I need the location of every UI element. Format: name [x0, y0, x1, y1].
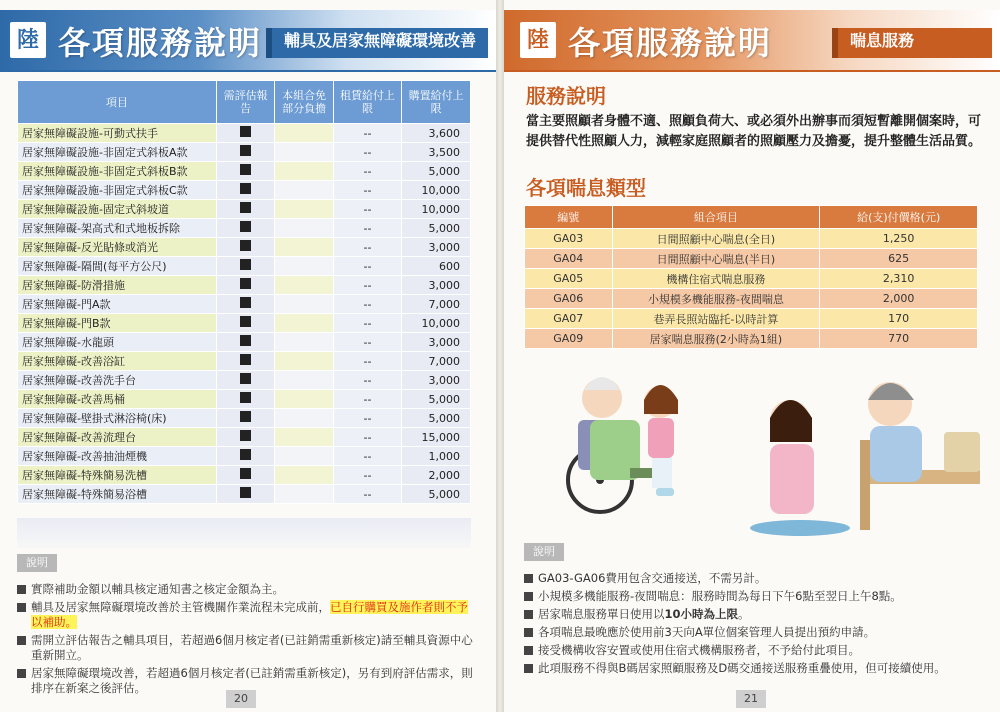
- cell-copay-exempt: [275, 371, 333, 390]
- table-row: [18, 428, 471, 447]
- cell-rental: --: [333, 295, 401, 314]
- cell-item: 居家無障礙-改善馬桶: [18, 390, 217, 409]
- note-text: 。: [738, 607, 750, 621]
- cell-assessment: [216, 238, 275, 257]
- cell-copay-exempt: [275, 485, 333, 504]
- table-row: [18, 390, 471, 409]
- cell-rental: --: [333, 162, 401, 181]
- cell-rental: --: [333, 485, 401, 504]
- cell-assessment: [216, 352, 275, 371]
- note-item: [524, 607, 984, 622]
- cell-copay-exempt: [275, 257, 333, 276]
- section-label: 輔具及居家無障礙環境改善: [266, 28, 488, 58]
- cell-purchase: 5,000: [402, 485, 471, 504]
- required-marker-icon: [240, 221, 251, 232]
- wheelchair-scene-illustration: [568, 377, 678, 512]
- cell-item: 居家無障礙-架高式和式地板拆除: [18, 219, 217, 238]
- required-marker-icon: [240, 240, 251, 251]
- page-title: 各項服務說明: [568, 24, 773, 62]
- table-row: [18, 162, 471, 181]
- header-assessment: 需評估報告: [216, 81, 275, 124]
- cell-copay-exempt: [275, 352, 333, 371]
- note-text: 小規模多機能服務-夜間喘息：服務時間為每日下午6點至翌日上午8點。: [538, 589, 902, 603]
- cell-copay-exempt: [275, 447, 333, 466]
- required-marker-icon: [240, 411, 251, 422]
- header-service: 組合項目: [612, 206, 820, 229]
- cell-assessment: [216, 143, 275, 162]
- faded-rows: [17, 518, 471, 548]
- cell-copay-exempt: [275, 124, 333, 143]
- header-purchase-limit: 購置給付上限: [402, 81, 471, 124]
- table-body: [525, 229, 978, 349]
- table-row: [18, 333, 471, 352]
- cell-rental: --: [333, 409, 401, 428]
- required-marker-icon: [240, 164, 251, 175]
- note-item: [524, 625, 984, 640]
- cell-purchase: 5,000: [402, 162, 471, 181]
- table-header-row: [525, 206, 978, 229]
- required-marker-icon: [240, 183, 251, 194]
- cell-item: 居家無障礙-門B款: [18, 314, 217, 333]
- note-item: [524, 589, 984, 604]
- cell-service: 日間照顧中心喘息(半日): [612, 249, 820, 269]
- table-row: [525, 269, 978, 289]
- cell-purchase: 10,000: [402, 200, 471, 219]
- cell-rental: --: [333, 428, 401, 447]
- header-copay-exempt: 本組合免部分負擔: [275, 81, 333, 124]
- table-row: [525, 289, 978, 309]
- cell-assessment: [216, 409, 275, 428]
- table-row: [18, 447, 471, 466]
- cell-assessment: [216, 371, 275, 390]
- cell-purchase: 7,000: [402, 295, 471, 314]
- header-rental-limit: 租賃給付上限: [333, 81, 401, 124]
- header-item: 項目: [18, 81, 217, 124]
- cell-code: GA03: [525, 229, 613, 249]
- cell-item: 居家無障礙-隔間(每平方公尺): [18, 257, 217, 276]
- table-row: [525, 229, 978, 249]
- section-label: 喘息服務: [832, 28, 992, 58]
- required-marker-icon: [240, 202, 251, 213]
- cell-item: 居家無障礙-門A款: [18, 295, 217, 314]
- table-row: [18, 219, 471, 238]
- cell-rental: --: [333, 371, 401, 390]
- note-emphasis: 10小時為上限: [664, 607, 739, 621]
- cell-copay-exempt: [275, 238, 333, 257]
- cell-purchase: 3,000: [402, 238, 471, 257]
- required-marker-icon: [240, 373, 251, 384]
- cell-copay-exempt: [275, 143, 333, 162]
- cell-service: 日間照顧中心喘息(全日): [612, 229, 820, 249]
- cell-assessment: [216, 181, 275, 200]
- cell-service: 巷弄長照站臨托-以時計算: [612, 309, 820, 329]
- required-marker-icon: [240, 354, 251, 365]
- cell-rental: --: [333, 352, 401, 371]
- cell-service: 小規模多機能服務-夜間喘息: [612, 289, 820, 309]
- page-title: 各項服務說明: [58, 24, 263, 62]
- table-row: [18, 238, 471, 257]
- note-item: [17, 600, 477, 630]
- cell-assessment: [216, 162, 275, 181]
- cell-price: 2,000: [820, 289, 978, 309]
- types-heading: 各項喘息類型: [526, 176, 646, 200]
- cell-copay-exempt: [275, 162, 333, 181]
- required-marker-icon: [240, 392, 251, 403]
- note-highlight: 已自行購買及施作者則不予以補助。: [31, 600, 468, 629]
- notes-list: [17, 582, 477, 699]
- table-row: [18, 295, 471, 314]
- table-header-row: [18, 81, 471, 124]
- cell-copay-exempt: [275, 333, 333, 352]
- cell-copay-exempt: [275, 409, 333, 428]
- note-item: [17, 582, 477, 597]
- cell-purchase: 7,000: [402, 352, 471, 371]
- cell-assessment: [216, 200, 275, 219]
- cell-rental: --: [333, 390, 401, 409]
- cell-rental: --: [333, 333, 401, 352]
- cell-assessment: [216, 295, 275, 314]
- cell-code: GA06: [525, 289, 613, 309]
- cell-copay-exempt: [275, 466, 333, 485]
- table-row: [18, 409, 471, 428]
- cell-purchase: 5,000: [402, 390, 471, 409]
- cell-purchase: 15,000: [402, 428, 471, 447]
- cell-price: 1,250: [820, 229, 978, 249]
- table-row: [18, 200, 471, 219]
- cell-item: 居家無障礙-改善洗手台: [18, 371, 217, 390]
- caregivers-illustration: [560, 360, 984, 540]
- table-row: [525, 329, 978, 349]
- required-marker-icon: [240, 468, 251, 479]
- cell-service: 居家喘息服務(2小時為1組): [612, 329, 820, 349]
- cell-purchase: 2,000: [402, 466, 471, 485]
- cell-rental: --: [333, 466, 401, 485]
- cell-item: 居家無障礙設施-非固定式斜板C款: [18, 181, 217, 200]
- cell-purchase: 3,500: [402, 143, 471, 162]
- cell-code: GA07: [525, 309, 613, 329]
- cell-purchase: 3,000: [402, 371, 471, 390]
- book-spine: [496, 0, 504, 712]
- chapter-badge: 陸: [10, 22, 46, 58]
- required-marker-icon: [240, 430, 251, 441]
- notes-label: 說明: [17, 554, 57, 572]
- cell-item: 居家無障礙-反光貼條或消光: [18, 238, 217, 257]
- cell-item: 居家無障礙-特殊簡易浴槽: [18, 485, 217, 504]
- cell-purchase: 3,000: [402, 276, 471, 295]
- required-marker-icon: [240, 259, 251, 270]
- service-heading: 服務說明: [526, 84, 606, 108]
- cell-assessment: [216, 124, 275, 143]
- table-row: [18, 181, 471, 200]
- note-item: [524, 643, 984, 658]
- cell-price: 170: [820, 309, 978, 329]
- service-description: 當主要照顧者身體不適、照顧負荷大、或必須外出辦事而須短暫離開個案時，可提供替代性照顧人力，減輕家庭照顧者的照顧壓力及擔憂，提升整體生活品質。: [526, 114, 982, 149]
- note-text: 接受機構收容安置或使用住宿式機構服務者，不予給付此項目。: [538, 643, 860, 657]
- cell-code: GA04: [525, 249, 613, 269]
- left-page: [0, 0, 496, 712]
- table-row: [18, 314, 471, 333]
- cell-copay-exempt: [275, 295, 333, 314]
- cell-assessment: [216, 390, 275, 409]
- cell-copay-exempt: [275, 276, 333, 295]
- cell-copay-exempt: [275, 181, 333, 200]
- required-marker-icon: [240, 487, 251, 498]
- cell-item: 居家無障礙設施-非固定式斜板B款: [18, 162, 217, 181]
- cell-item: 居家無障礙設施-固定式斜坡道: [18, 200, 217, 219]
- cell-copay-exempt: [275, 219, 333, 238]
- cell-purchase: 3,600: [402, 124, 471, 143]
- cell-rental: --: [333, 238, 401, 257]
- required-marker-icon: [240, 126, 251, 137]
- cell-rental: --: [333, 143, 401, 162]
- cell-price: 770: [820, 329, 978, 349]
- cell-rental: --: [333, 276, 401, 295]
- cell-price: 2,310: [820, 269, 978, 289]
- cell-item: 居家無障礙-特殊簡易洗槽: [18, 466, 217, 485]
- cell-service: 機構住宿式喘息服務: [612, 269, 820, 289]
- cell-rental: --: [333, 219, 401, 238]
- required-marker-icon: [240, 278, 251, 289]
- cell-assessment: [216, 314, 275, 333]
- cell-purchase: 10,000: [402, 314, 471, 333]
- cell-item: 居家無障礙-改善流理台: [18, 428, 217, 447]
- assistive-device-table: [17, 80, 471, 504]
- cell-assessment: [216, 428, 275, 447]
- page-number: 20: [226, 690, 256, 708]
- cell-assessment: [216, 276, 275, 295]
- cell-assessment: [216, 485, 275, 504]
- cell-copay-exempt: [275, 200, 333, 219]
- cell-rental: --: [333, 181, 401, 200]
- cell-item: 居家無障礙-改善浴缸: [18, 352, 217, 371]
- cell-rental: --: [333, 314, 401, 333]
- cell-purchase: 3,000: [402, 333, 471, 352]
- required-marker-icon: [240, 145, 251, 156]
- note-text: 居家喘息服務單日使用以: [538, 607, 665, 621]
- cell-assessment: [216, 257, 275, 276]
- table-row: [18, 124, 471, 143]
- cell-copay-exempt: [275, 390, 333, 409]
- cell-item: 居家無障礙設施-非固定式斜板A款: [18, 143, 217, 162]
- cell-rental: --: [333, 124, 401, 143]
- note-item: [17, 633, 477, 663]
- notes-list: [524, 571, 984, 679]
- required-marker-icon: [240, 335, 251, 346]
- table-row: [525, 309, 978, 329]
- table-row: [18, 276, 471, 295]
- note-item: [524, 571, 984, 586]
- header-rule: [0, 70, 496, 72]
- table-row: [18, 485, 471, 504]
- required-marker-icon: [240, 297, 251, 308]
- cell-item: 居家無障礙-防滑措施: [18, 276, 217, 295]
- cell-item: 居家無障礙-水龍頭: [18, 333, 217, 352]
- cell-assessment: [216, 333, 275, 352]
- table-row: [18, 352, 471, 371]
- note-text: 輔具及居家無障礙環境改善於主管機關作業流程未完成前，: [31, 600, 330, 614]
- right-page: [504, 0, 1000, 712]
- feeding-scene-illustration: [750, 382, 980, 536]
- cell-rental: --: [333, 257, 401, 276]
- note-text: GA03-GA06費用包含交通接送，不需另計。: [538, 571, 767, 585]
- table-row: [525, 249, 978, 269]
- cell-item: 居家無障礙-改善抽油煙機: [18, 447, 217, 466]
- required-marker-icon: [240, 316, 251, 327]
- required-marker-icon: [240, 449, 251, 460]
- cell-item: 居家無障礙-壁掛式淋浴椅(床): [18, 409, 217, 428]
- cell-purchase: 10,000: [402, 181, 471, 200]
- cell-purchase: 5,000: [402, 409, 471, 428]
- table-row: [18, 257, 471, 276]
- cell-assessment: [216, 466, 275, 485]
- note-text: 實際補助金額以輔具核定通知書之核定金額為主。: [31, 582, 284, 596]
- page-number: 21: [736, 690, 766, 708]
- right-header-banner: [504, 10, 1000, 70]
- cell-purchase: 1,000: [402, 447, 471, 466]
- note-text: 居家無障礙環境改善，若超過6個月核定者(已註銷需重新核定)，另有到府評估需求，則排序在新案之後評估。: [31, 666, 473, 695]
- left-header-banner: [0, 10, 496, 70]
- header-rule: [504, 70, 1000, 72]
- note-text: 各項喘息最晚應於使用前3天向A單位個案管理人員提出預約申請。: [538, 625, 876, 639]
- cell-rental: --: [333, 200, 401, 219]
- cell-item: 居家無障礙設施-可動式扶手: [18, 124, 217, 143]
- notes-label: 說明: [524, 543, 564, 561]
- cell-assessment: [216, 219, 275, 238]
- header-code: 編號: [525, 206, 613, 229]
- cell-purchase: 600: [402, 257, 471, 276]
- table-body: [18, 124, 471, 504]
- note-text: 此項服務不得與B碼居家照顧服務及D碼交通接送服務重疊使用，但可接續使用。: [538, 661, 946, 675]
- cell-code: GA05: [525, 269, 613, 289]
- table-row: [18, 371, 471, 390]
- table-row: [18, 466, 471, 485]
- cell-purchase: 5,000: [402, 219, 471, 238]
- table-row: [18, 143, 471, 162]
- cell-price: 625: [820, 249, 978, 269]
- cell-code: GA09: [525, 329, 613, 349]
- cell-copay-exempt: [275, 428, 333, 447]
- note-text: 需開立評估報告之輔具項目，若超過6個月核定者(已註銷需重新核定)請至輔具資源中心重新開立。: [31, 633, 473, 662]
- chapter-badge: 陸: [520, 22, 556, 58]
- cell-assessment: [216, 447, 275, 466]
- header-price: 給(支)付價格(元): [820, 206, 978, 229]
- cell-copay-exempt: [275, 314, 333, 333]
- cell-rental: --: [333, 447, 401, 466]
- note-item: [524, 661, 984, 676]
- respite-types-table: [524, 205, 978, 349]
